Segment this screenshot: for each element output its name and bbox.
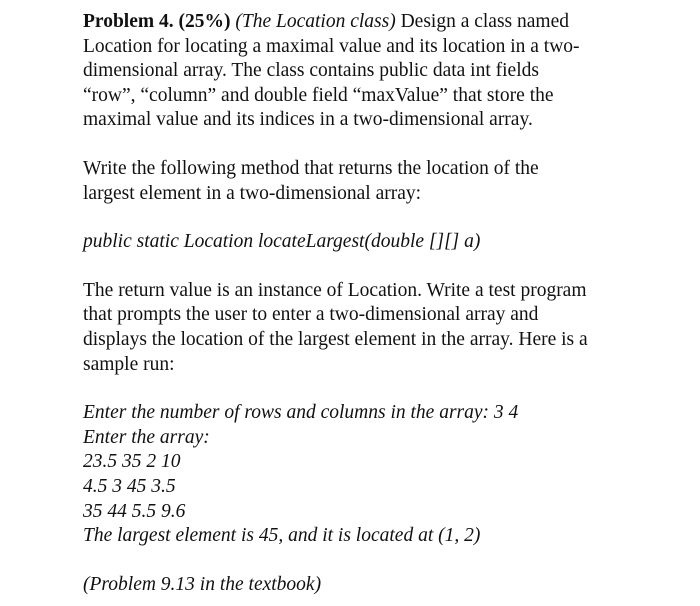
spacer <box>83 377 643 401</box>
intro-line: “row”, “column” and double field “maxValue” that store the <box>83 84 554 106</box>
sample-run-line: 23.5 35 2 10 <box>83 451 181 473</box>
intro-line: dimensional array. The class contains public data int fields <box>83 60 539 82</box>
method-intro-line: largest element in a two-dimensional array: <box>83 182 422 204</box>
return-description <box>83 279 643 377</box>
sample-run-line: Enter the array: <box>83 426 210 448</box>
method-signature-text: public static Location locateLargest(double [][] a) <box>83 231 481 253</box>
sample-run <box>83 401 643 549</box>
spacer <box>83 133 643 157</box>
return-line: displays the location of the largest element in the array. Here is a <box>83 328 588 350</box>
spacer <box>83 549 643 573</box>
textbook-reference <box>83 573 643 598</box>
return-line: that prompts the user to enter a two-dimensional array and <box>83 304 539 326</box>
return-line: sample run: <box>83 353 175 375</box>
spacer <box>83 206 643 230</box>
problem-first-line <box>83 10 643 35</box>
textbook-reference-text: (Problem 9.13 in the textbook) <box>83 573 322 595</box>
problem-statement <box>83 10 643 133</box>
intro-line: maximal value and its indices in a two-dimensional array. <box>83 109 533 131</box>
sample-run-line: Enter the number of rows and columns in the array: 3 4 <box>83 402 519 424</box>
sample-run-line: The largest element is 45, and it is located at (1, 2) <box>83 525 481 547</box>
intro-line: Design a class named <box>395 11 569 32</box>
sample-run-line: 35 44 5.5 9.6 <box>83 500 186 522</box>
return-line: The return value is an instance of Location. Write a test program <box>83 279 587 301</box>
method-signature <box>83 230 643 255</box>
sample-run-line: 4.5 3 45 3.5 <box>83 475 176 497</box>
spacer <box>83 255 643 279</box>
intro-line: Location for locating a maximal value and its location in a two- <box>83 35 580 57</box>
method-intro-line: Write the following method that returns the location of the <box>83 157 539 179</box>
problem-topic: (The Location class) <box>235 11 396 32</box>
problem-heading: Problem 4. (25%) <box>83 11 231 32</box>
method-intro <box>83 157 643 206</box>
problem-document <box>83 10 643 597</box>
